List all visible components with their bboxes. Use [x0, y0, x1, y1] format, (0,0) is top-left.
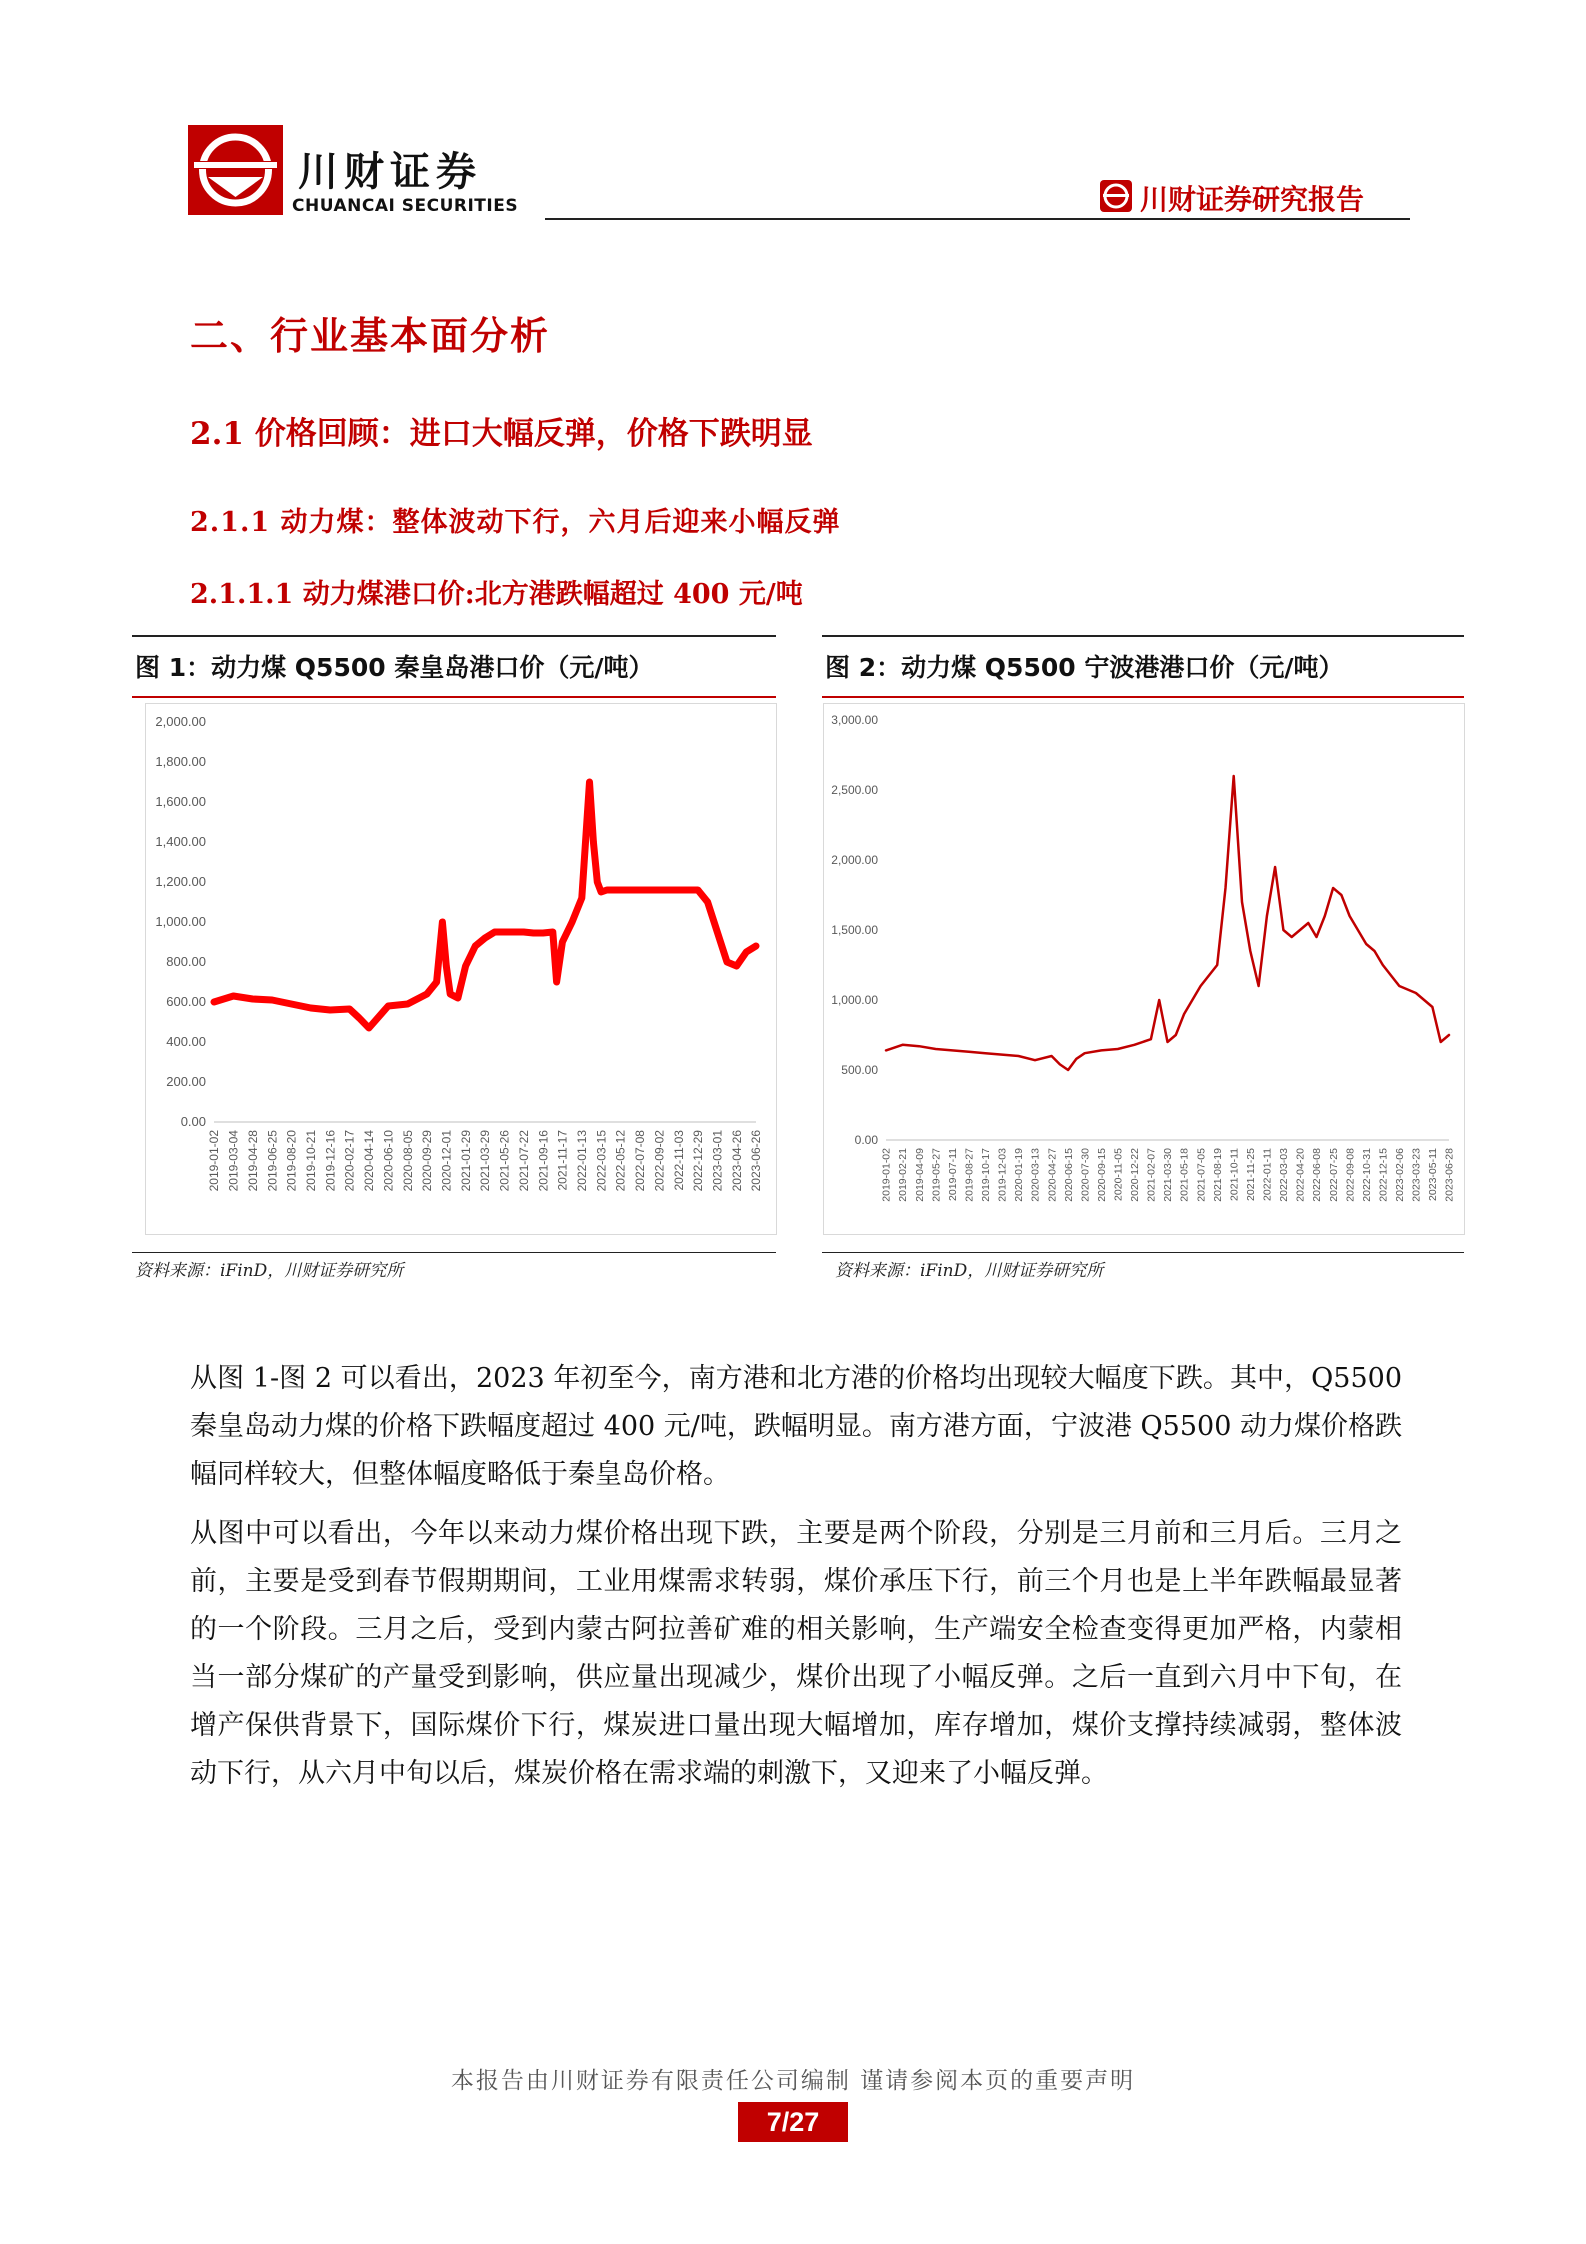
chart-2-x-tick-label: 2022-03-03: [1278, 1148, 1291, 1202]
figure-2-source: 资料来源：iFinD，川财证券研究所: [835, 1261, 1104, 1281]
body-paragraph-1: 从图 1-图 2 可以看出，2023 年初至今，南方港和北方港的价格均出现较大幅度下跌。其中，Q5500 秦皇岛动力煤的价格下跌幅度超过 400 元/吨，跌幅明显。南方港方面，宁波港 Q5500 动力煤价格跌幅同样较大，但整体幅度略低于秦皇岛价格。: [190, 1363, 1402, 1490]
chart-2-x-tick-label: 2019-08-27: [963, 1148, 976, 1202]
paragraph-heading: 2.1.1.1 动力煤港口价:北方港跌幅超过 400 元/吨: [190, 579, 803, 610]
chart-2-x-tick-label: 2020-07-30: [1079, 1148, 1092, 1202]
figure-1-source: 资料来源：iFinD，川财证券研究所: [135, 1261, 404, 1281]
chart-1-y-tick-label: 1,600.00: [155, 794, 206, 809]
chart-2-x-tick-label: 2019-12-03: [996, 1148, 1009, 1202]
chart-2-x-tick-label: 2022-07-25: [1327, 1148, 1340, 1202]
header-rule: [545, 218, 1410, 220]
chart-1-y-tick-label: 600.00: [166, 994, 206, 1009]
figure-1-title: 图 1：动力煤 Q5500 秦皇岛港口价（元/吨）: [135, 653, 654, 682]
footer-statement: 本报告由川财证券有限责任公司编制 谨请参阅本页的重要声明: [450, 2068, 1136, 2094]
figure-1-bottom-rule: [132, 1252, 776, 1253]
figure-2-title-rule: [822, 696, 1464, 698]
chart-2-y-tick-label: 1,000.00: [831, 993, 878, 1007]
chart-1-x-tick-label: 2022-03-15: [594, 1130, 609, 1192]
chart-2-x-tick-label: 2020-01-19: [1013, 1148, 1026, 1202]
chart-2-x-tick-label: 2022-01-11: [1261, 1148, 1274, 1201]
brand-name-en: CHUANCAI SECURITIES: [292, 196, 519, 216]
chart-1-x-tick-label: 2019-04-28: [245, 1130, 260, 1192]
chart-1-x-tick-label: 2022-05-12: [613, 1130, 628, 1192]
chart-2-x-tick-label: 2020-12-22: [1129, 1148, 1142, 1202]
chart-1-x-tick-label: 2023-03-01: [710, 1130, 725, 1192]
subsection-heading: 2.1 价格回顾：进口大幅反弹，价格下跌明显: [190, 416, 813, 452]
figure-1-chart: [145, 703, 777, 1235]
chart-2-x-tick-label: 2023-03-23: [1410, 1148, 1423, 1202]
chart-1-x-tick-label: 2021-11-17: [555, 1130, 570, 1191]
brand-name-cn: 川财证券: [298, 149, 482, 195]
chart-2-x-tick-label: 2022-06-08: [1311, 1148, 1324, 1202]
report-label: 川财证券研究报告: [1140, 183, 1365, 216]
chart-1-x-tick-label: 2022-01-13: [574, 1130, 589, 1192]
chart-2-x-tick-label: 2023-02-06: [1393, 1148, 1406, 1202]
chart-2-y-tick-label: 2,500.00: [831, 783, 878, 797]
chart-1-y-tick-label: 2,000.00: [155, 714, 206, 729]
chart-2-x-tick-label: 2020-04-27: [1046, 1148, 1059, 1202]
chart-2-y-tick-label: 1,500.00: [831, 923, 878, 937]
figure-2-top-rule: [822, 635, 1464, 637]
body-paragraph-2: 从图中可以看出，今年以来动力煤价格出现下跌，主要是两个阶段，分别是三月前和三月后。三月之前，主要是受到春节假期期间，工业用煤需求转弱，煤价承压下行，前三个月也是上半年跌幅最显著的一个阶段。三月之后，受到内蒙古阿拉善矿难的相关影响，生产端安全检查变得更加严格，内蒙相当一部分煤矿的产量受到影响，供应量出现减少，煤价出现了小幅反弹。之后一直到六月中下旬，在增产保供背景下，国际煤价下行，煤炭进口量出现大幅增加，库存增加，煤价支撑持续减弱，整体波动下行，从六月中旬以后，煤炭价格在需求端的刺激下，又迎来了小幅反弹。: [190, 1518, 1402, 1789]
chart-1-y-tick-label: 1,400.00: [155, 834, 206, 849]
chart-1-x-tick-label: 2019-08-20: [284, 1130, 299, 1192]
chart-2-x-tick-label: 2019-07-11: [946, 1148, 959, 1201]
chart-2-x-tick-label: 2020-06-15: [1062, 1148, 1075, 1202]
chart-1-x-tick-label: 2019-03-04: [226, 1130, 241, 1192]
chart-2-x-tick-label: 2021-07-05: [1195, 1148, 1208, 1202]
figure-2-bottom-rule: [822, 1252, 1464, 1253]
chart-1-x-tick-label: 2021-09-16: [536, 1130, 551, 1192]
figure-1-title-rule: [132, 696, 776, 698]
chart-2-y-tick-label: 500.00: [841, 1063, 878, 1077]
chart-1-x-tick-label: 2019-10-21: [303, 1130, 318, 1192]
chart-2-x-tick-label: 2020-11-05: [1112, 1148, 1125, 1201]
chart-1-x-tick-label: 2019-06-25: [265, 1130, 280, 1192]
subsubsection-heading: 2.1.1 动力煤：整体波动下行，六月后迎来小幅反弹: [190, 507, 841, 538]
chart-1-x-tick-label: 2022-12-29: [691, 1130, 706, 1192]
chart-2-x-tick-label: 2022-12-15: [1377, 1148, 1390, 1202]
chart-1-y-tick-label: 1,800.00: [155, 754, 206, 769]
chart-1-x-tick-label: 2019-01-02: [207, 1130, 222, 1192]
chart-2-series-line: [886, 776, 1449, 1070]
chart-1-x-tick-label: 2020-02-17: [342, 1130, 357, 1192]
chart-2-x-tick-label: 2020-09-15: [1095, 1148, 1108, 1202]
chart-1-x-tick-label: 2020-04-14: [362, 1130, 377, 1192]
chart-2-svg: [824, 704, 1464, 1234]
chart-2-y-tick-label: 0.00: [854, 1133, 878, 1147]
chart-1-x-tick-label: 2020-08-05: [400, 1130, 415, 1192]
chart-1-y-tick-label: 400.00: [166, 1034, 206, 1049]
chart-1-y-tick-label: 1,000.00: [155, 914, 206, 929]
chart-1-x-tick-label: 2022-09-02: [652, 1130, 667, 1192]
chart-1-y-tick-label: 1,200.00: [155, 874, 206, 889]
chart-1-svg: [146, 704, 776, 1234]
chart-1-x-tick-label: 2022-07-08: [633, 1130, 648, 1192]
section-heading: 二、行业基本面分析: [190, 313, 551, 358]
chuancai-logo: [188, 125, 283, 215]
figure-1-top-rule: [132, 635, 776, 637]
chart-2-x-tick-label: 2021-11-25: [1244, 1148, 1257, 1201]
chart-2-x-tick-label: 2022-10-31: [1360, 1148, 1373, 1202]
chart-2-y-tick-label: 3,000.00: [831, 713, 878, 727]
chart-2-x-tick-label: 2023-05-11: [1427, 1148, 1440, 1201]
chart-2-y-tick-label: 2,000.00: [831, 853, 878, 867]
chart-2-x-tick-label: 2022-09-08: [1344, 1148, 1357, 1202]
page-number: 7/27: [738, 2102, 848, 2142]
chart-2-x-tick-label: 2019-02-21: [897, 1148, 910, 1202]
chart-1-x-tick-label: 2021-07-22: [516, 1130, 531, 1192]
chart-2-x-tick-label: 2021-08-19: [1211, 1148, 1224, 1202]
chart-2-x-tick-label: 2019-05-27: [930, 1148, 943, 1202]
chart-1-x-tick-label: 2020-06-10: [381, 1130, 396, 1192]
chart-2-x-tick-label: 2019-04-09: [913, 1148, 926, 1202]
chart-1-series-line: [214, 782, 756, 1028]
chart-2-x-tick-label: 2022-04-20: [1294, 1148, 1307, 1202]
chart-1-x-tick-label: 2020-09-29: [420, 1130, 435, 1192]
figure-2-chart: [823, 703, 1465, 1235]
chart-1-x-tick-label: 2023-06-26: [749, 1130, 764, 1192]
chart-1-x-tick-label: 2019-12-16: [323, 1130, 338, 1192]
chart-2-x-tick-label: 2021-10-11: [1228, 1148, 1241, 1201]
chart-1-y-tick-label: 800.00: [166, 954, 206, 969]
chart-2-x-tick-label: 2021-03-30: [1162, 1148, 1175, 1202]
report-logo-icon: [1100, 180, 1132, 212]
chart-1-x-tick-label: 2022-11-03: [671, 1130, 686, 1191]
chart-1-y-tick-label: 0.00: [180, 1114, 206, 1129]
chart-2-x-tick-label: 2020-03-13: [1029, 1148, 1042, 1202]
chart-2-x-tick-label: 2023-06-28: [1443, 1148, 1456, 1202]
chart-1-x-tick-label: 2021-03-29: [478, 1130, 493, 1192]
chart-1-x-tick-label: 2021-01-29: [458, 1130, 473, 1192]
chart-1-x-tick-label: 2023-04-26: [729, 1130, 744, 1192]
chart-1-y-tick-label: 200.00: [166, 1074, 206, 1089]
chart-1-x-tick-label: 2021-05-26: [497, 1130, 512, 1192]
chart-2-x-tick-label: 2021-05-18: [1178, 1148, 1191, 1202]
chart-2-x-tick-label: 2019-01-02: [880, 1148, 893, 1202]
figure-2-title: 图 2：动力煤 Q5500 宁波港港口价（元/吨）: [825, 653, 1344, 682]
chart-1-x-tick-label: 2020-12-01: [439, 1130, 454, 1192]
chart-2-x-tick-label: 2019-10-17: [980, 1148, 993, 1202]
chart-2-x-tick-label: 2021-02-07: [1145, 1148, 1158, 1202]
